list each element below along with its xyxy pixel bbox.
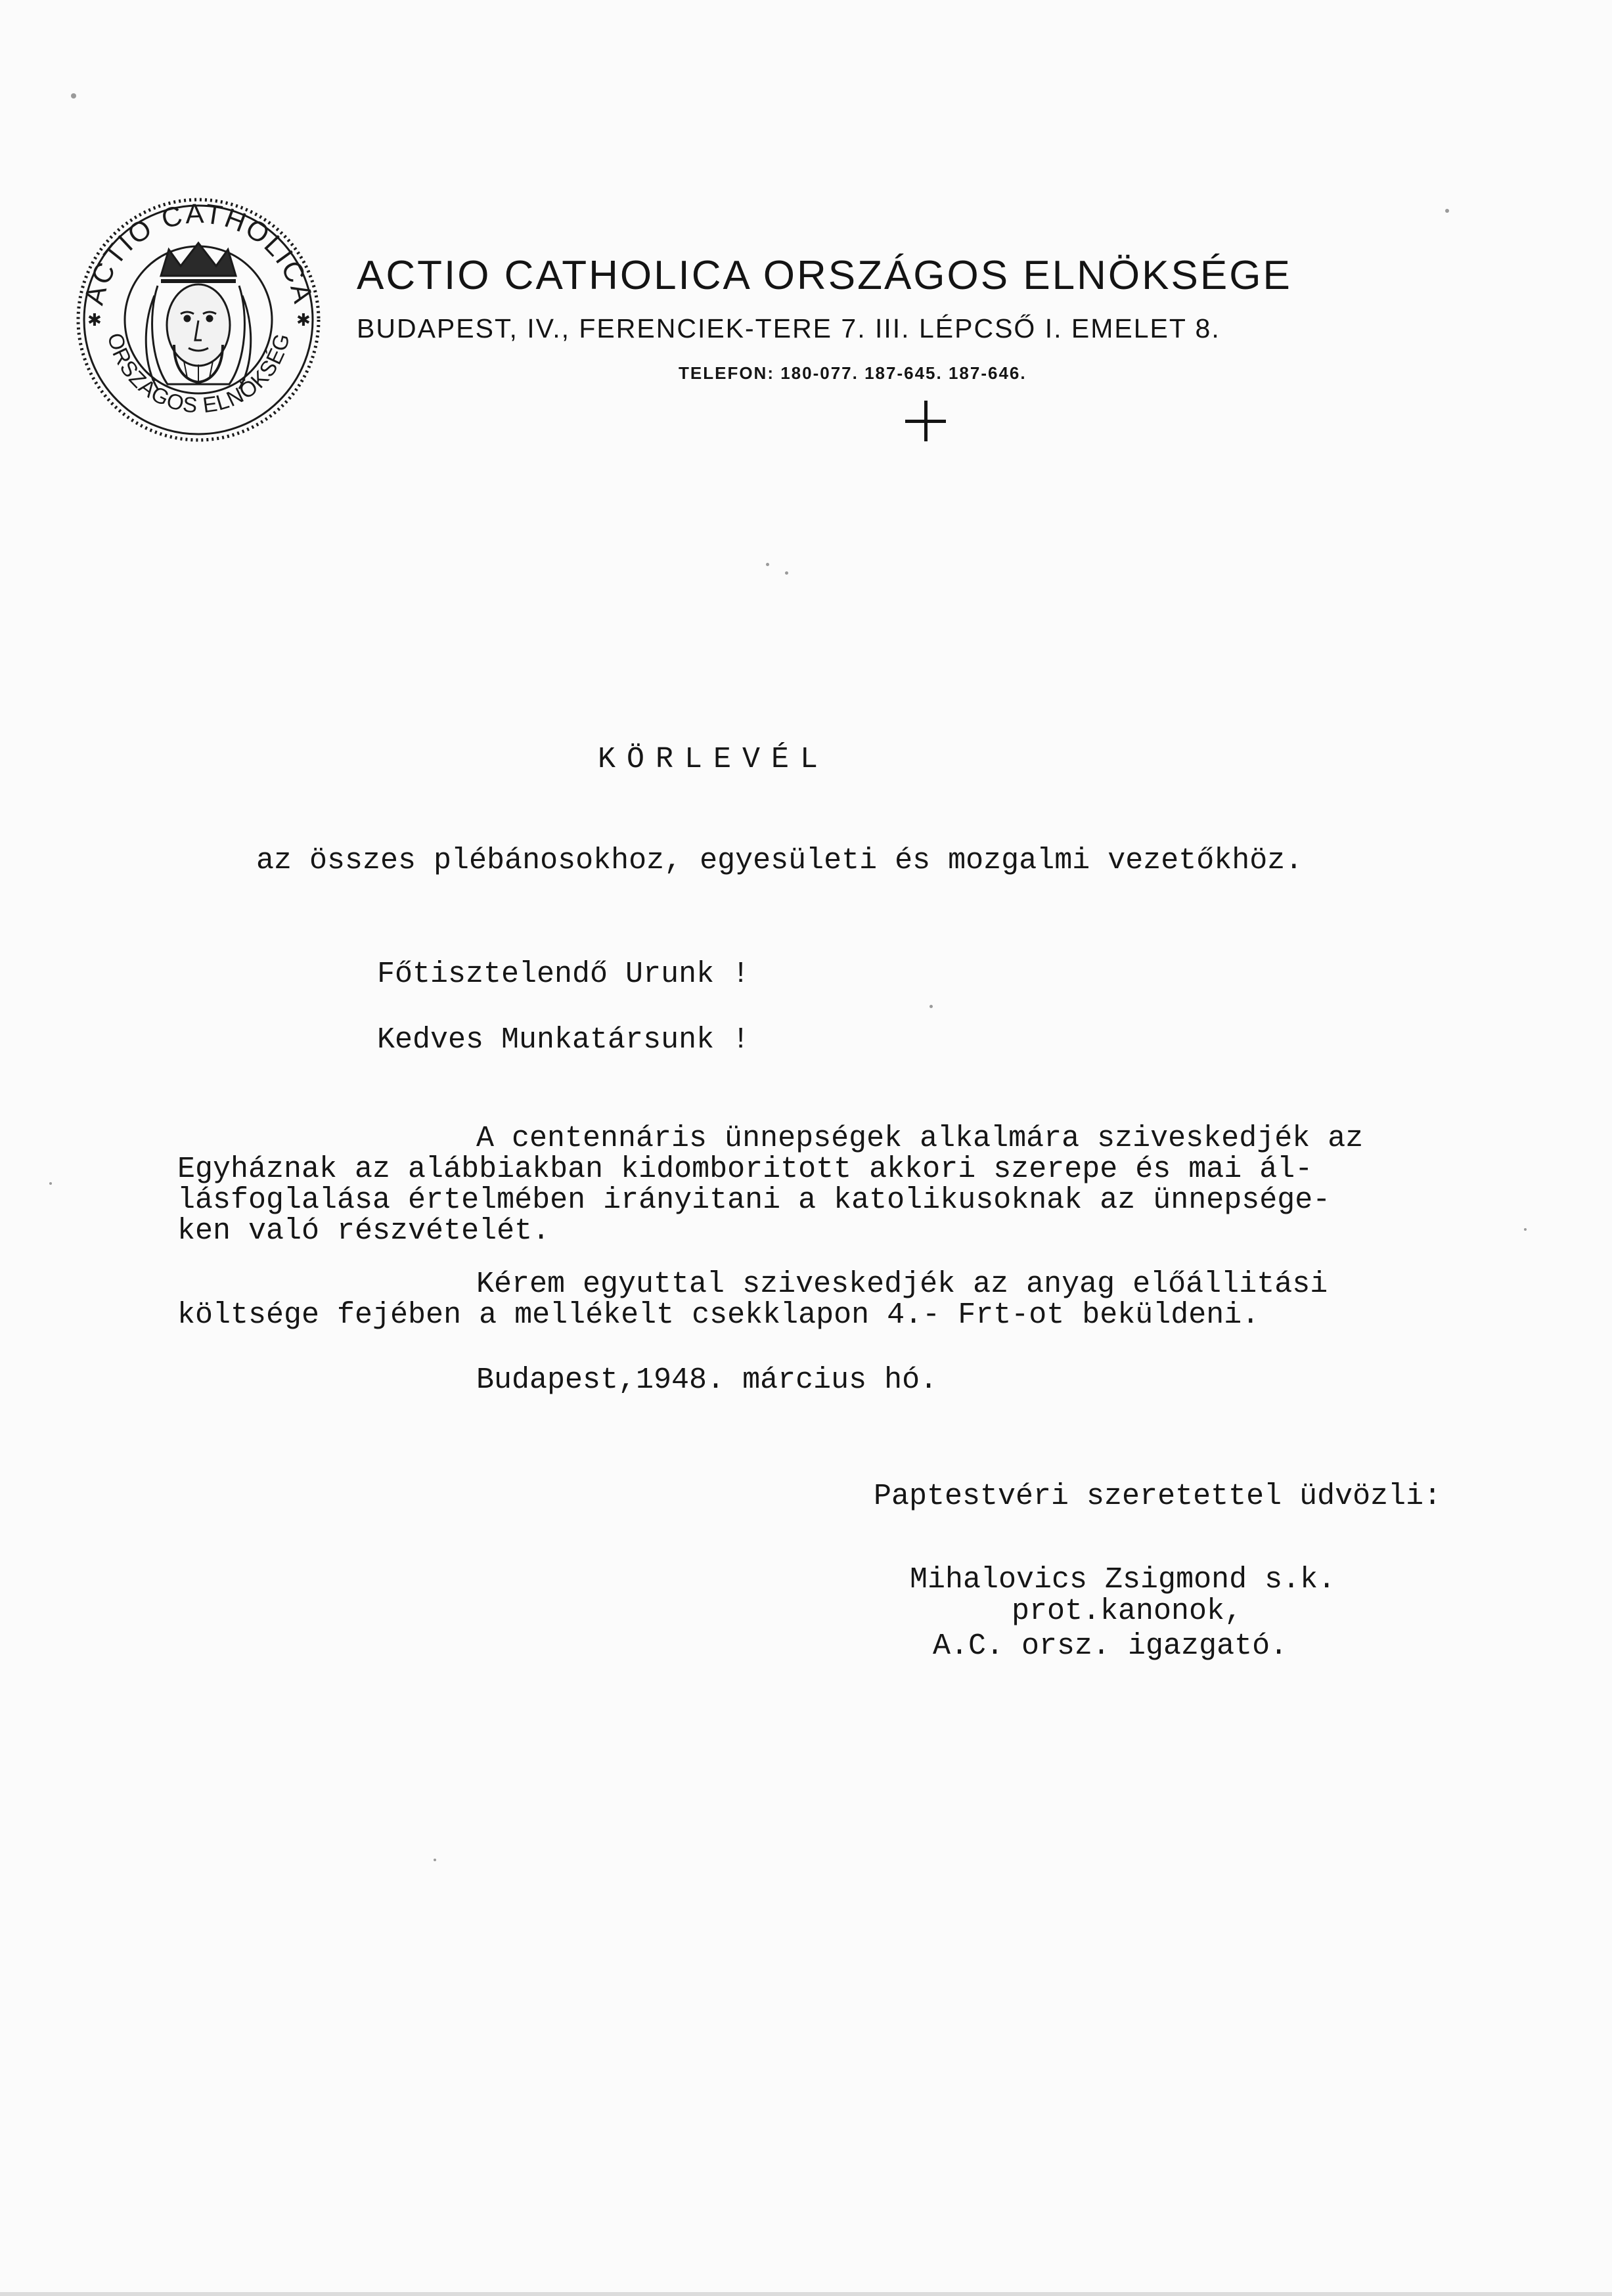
paragraph-line: ken való részvételét. — [177, 1214, 550, 1248]
scan-speck — [1445, 209, 1449, 213]
paragraph-2 — [177, 1269, 1328, 1331]
letterhead-phone: TELEFON: 180-077. 187-645. 187-646. — [679, 363, 1027, 383]
paragraph-1 — [177, 1123, 1363, 1247]
cross-icon — [905, 401, 946, 441]
seal-bottom-text: ORSZÁGOS ELNÖKSÉG — [102, 330, 295, 418]
scan-speck — [785, 571, 788, 575]
scan-speck — [49, 1182, 52, 1185]
scan-speck — [71, 93, 76, 99]
scan-speck — [766, 563, 769, 566]
scan-speck — [434, 1859, 436, 1861]
svg-text:✱: ✱ — [296, 311, 311, 330]
paragraph-line: Kérem egyuttal sziveskedjék az anyag előállitási — [476, 1268, 1328, 1301]
closing-greeting: Paptestvéri szeretettel üdvözli: — [874, 1480, 1442, 1513]
paragraph-line: Egyháznak az alábbiakban kidomboritott akkori szerepe és mai ál- — [177, 1153, 1313, 1186]
signature-name: Mihalovics Zsigmond s.k. — [910, 1563, 1336, 1597]
actio-catholica-seal-icon — [76, 197, 322, 443]
christ-head-icon — [146, 243, 250, 389]
signature-role: prot.kanonok, — [1012, 1595, 1243, 1628]
scan-speck — [1524, 1228, 1527, 1231]
letter-title: KÖRLEVÉL — [598, 743, 830, 776]
signature-title: A.C. orsz. igazgató. — [933, 1629, 1288, 1663]
scan-speck — [929, 1005, 933, 1008]
seal-top-text: ACTIO CATHOLICA — [78, 198, 320, 308]
svg-text:✱: ✱ — [87, 311, 102, 330]
paragraph-line: költsége fejében a mellékelt csekklapon 4.- Frt-ot beküldeni. — [177, 1298, 1260, 1332]
letter-date: Budapest,1948. március hó. — [476, 1363, 938, 1397]
salutation-1: Főtisztelendő Urunk ! — [377, 958, 750, 991]
paragraph-line: lásfoglalása értelmében irányitani a katolikusoknak az ünnepsége- — [177, 1183, 1331, 1217]
letterhead-address: BUDAPEST, IV., FERENCIEK-TERE 7. III. LÉPCSŐ I. EMELET 8. — [357, 313, 1220, 343]
salutation-2: Kedves Munkatársunk ! — [377, 1023, 750, 1057]
letter-recipients: az összes plébánosokhoz, egyesületi és mozgalmi vezetőkhöz. — [256, 844, 1303, 877]
paragraph-line: A centennáris ünnepségek alkalmára sziveskedjék az — [476, 1122, 1364, 1155]
letterhead-title: ACTIO CATHOLICA ORSZÁGOS ELNÖKSÉGE — [357, 253, 1292, 298]
